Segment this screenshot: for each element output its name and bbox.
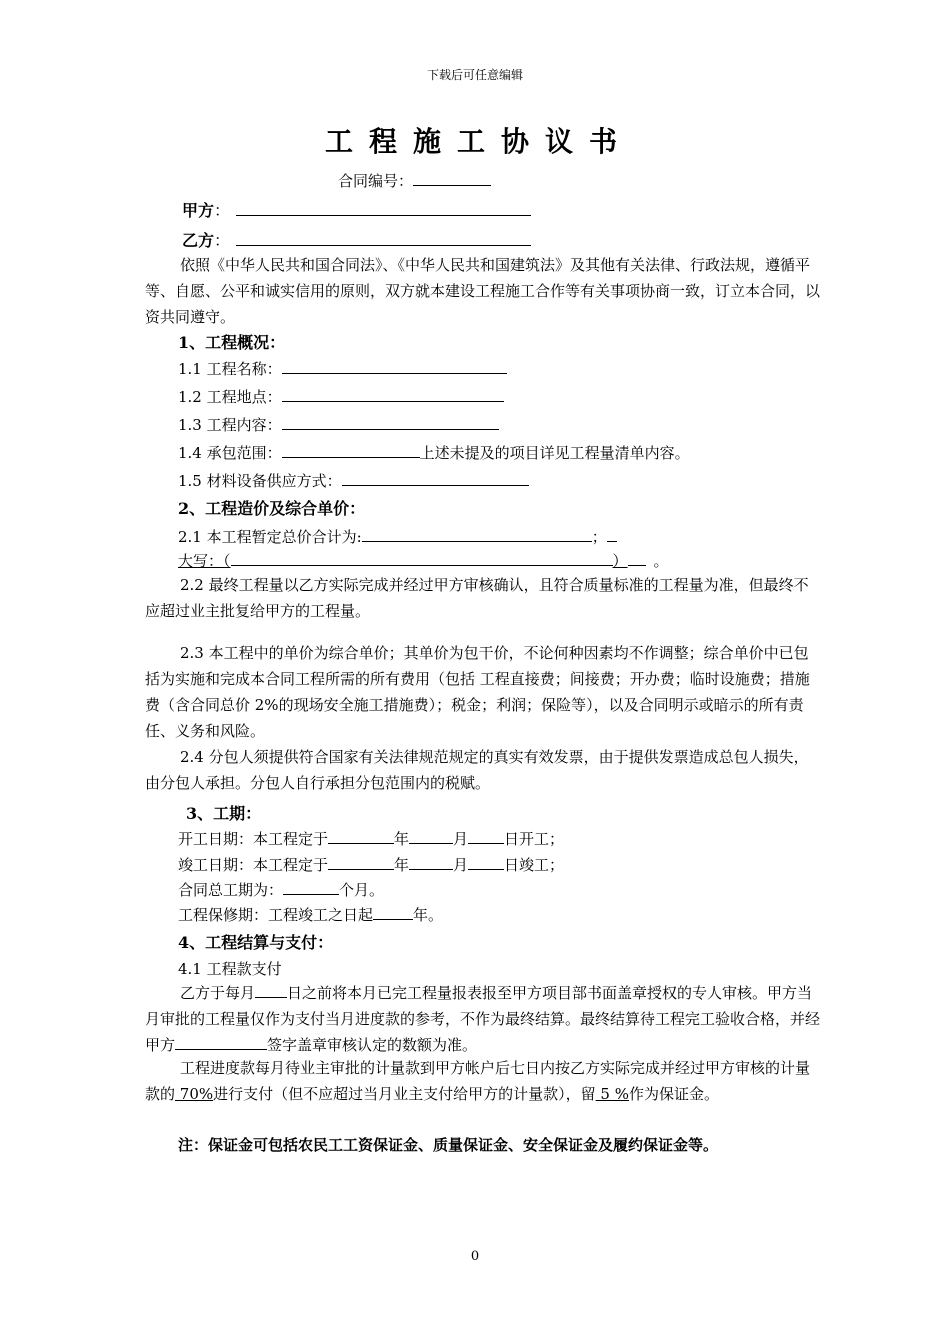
- p2-part-b: 进行支付（但不应超过当月业主支付给甲方的计量款），留: [213, 1085, 596, 1103]
- item-1-4-label: 1.4 承包范围：: [178, 444, 282, 462]
- payment-percent: 70%: [175, 1085, 214, 1103]
- party-b-label: 乙方: [182, 231, 215, 250]
- item-1-3: [178, 414, 499, 435]
- item-1-5-label: 1.5 材料设备供应方式：: [178, 472, 342, 490]
- item-2-1: [178, 526, 617, 547]
- page-number: 0: [470, 1249, 480, 1264]
- end-year-blank[interactable]: [328, 854, 394, 870]
- item-2-2: 2.2 最终工程量以乙方实际完成并经过甲方审核确认，且符合质量标准的工程量为准，但最终不应超过业主批复给甲方的工程量。: [145, 576, 809, 620]
- payment-paragraph-2: [145, 1055, 820, 1107]
- daxie-close: ）: [612, 552, 628, 570]
- warranty-period: [178, 904, 443, 925]
- daxie-period: 。: [653, 552, 669, 570]
- payment-paragraph-1: [145, 980, 820, 1058]
- contract-number-blank[interactable]: [413, 170, 491, 186]
- end-date-suffix: 日竣工；: [504, 856, 565, 874]
- p2-part-c: 作为保证金。: [628, 1085, 719, 1103]
- section3-heading: 3、工期：: [186, 804, 262, 823]
- warranty-label: 工程保修期：工程竣工之日起: [178, 906, 374, 924]
- item-1-1: [178, 358, 507, 379]
- start-month-unit: 月: [453, 830, 469, 848]
- guarantee-note: 注：保证金可包括农民工工资保证金、质量保证金、安全保证金及履约保证金等。: [178, 1136, 719, 1154]
- retention-percent: 5 %: [595, 1085, 629, 1103]
- item-2-4: 2.4 分包人须提供符合国家有关法律规范规定的真实有效发票，由于提供发票造成总包人损失，由分包人承担。分包人自行承担分包范围内的税赋。: [145, 748, 809, 792]
- p1-part-c: 签字盖章审核认定的数额为准。: [267, 1036, 478, 1054]
- warranty-blank[interactable]: [373, 904, 413, 920]
- total-duration-suffix: 个月。: [339, 881, 385, 899]
- item-1-3-label: 1.3 工程内容：: [178, 416, 282, 434]
- item-1-4-suffix: 上述未提及的项目详见工程量清单内容。: [419, 444, 690, 462]
- party-a: 甲方：: [182, 198, 531, 221]
- party-a-blank[interactable]: [236, 200, 531, 216]
- item-1-4: [178, 442, 690, 463]
- item-1-1-label: 1.1 工程名称：: [178, 360, 282, 378]
- total-price-blank[interactable]: [362, 526, 592, 542]
- item-2-1-label: 2.1 本工程暂定总价合计为:: [178, 528, 362, 546]
- project-name-blank[interactable]: [282, 358, 507, 374]
- item-1-2-label: 1.2 工程地点：: [178, 388, 282, 406]
- start-date: [178, 828, 564, 849]
- item-2-3: 2.3 本工程中的单价为综合单价；其单价为包干价，不论何种因素均不作调整；综合单价中已包括为实施和完成本合同工程所需的所有费用（包括 工程直接费；间接费；开办费；临时设施费；措施费（含合同总价 2%的现场安全施工措施费）；税金；利润；保险等），以及合同明示或暗示的所有责任、义务和风险。: [145, 644, 810, 740]
- start-year-blank[interactable]: [328, 828, 394, 844]
- scope-blank[interactable]: [282, 442, 420, 458]
- item-1-2: [178, 386, 504, 407]
- warranty-suffix: 年。: [413, 906, 444, 924]
- daxie-blank[interactable]: [231, 550, 613, 566]
- start-date-suffix: 日开工；: [504, 830, 565, 848]
- end-month-unit: 月: [453, 856, 469, 874]
- intro-paragraph: 依照《中华人民共和国合同法》、《中华人民共和国建筑法》及其他有关法律、行政法规，遵循平等、自愿、公平和诚实信用的原则，双方就本建设工程施工合作等有关事项协商一致，订立本合同，以资共同遵守。: [145, 256, 821, 326]
- contract-number-label: 合同编号：: [338, 172, 414, 190]
- end-date: [178, 854, 564, 875]
- p1-part-a: 乙方于每月: [180, 984, 256, 1002]
- start-date-label: 开工日期：本工程定于: [178, 830, 329, 848]
- p2-part-a: 工程进度款每月待业主审批的计量款到甲方帐户后七日内按乙方实际完成并经过甲方审核的计量款的: [145, 1059, 811, 1103]
- signer-blank[interactable]: [175, 1034, 267, 1050]
- header-note: 下载后可任意编辑: [426, 68, 523, 82]
- start-month-blank[interactable]: [409, 828, 453, 844]
- party-a-label: 甲方: [182, 201, 215, 220]
- end-year-unit: 年: [394, 856, 410, 874]
- payment-day-blank[interactable]: [255, 982, 287, 998]
- total-duration-label: 合同总工期为：: [178, 881, 284, 899]
- end-day-blank[interactable]: [468, 854, 504, 870]
- total-duration: [178, 879, 384, 900]
- item-2-1-end: ；: [591, 528, 607, 546]
- total-duration-blank[interactable]: [283, 879, 339, 895]
- end-date-label: 竣工日期：本工程定于: [178, 856, 329, 874]
- daxie-label: 大写：（: [178, 552, 231, 570]
- item-2-1-daxie: [178, 550, 669, 571]
- start-year-unit: 年: [394, 830, 410, 848]
- contract-number: [338, 170, 491, 191]
- section4-heading: 4、工程结算与支付：: [178, 933, 334, 952]
- materials-blank[interactable]: [342, 470, 529, 486]
- document-title: 工程施工协议书: [324, 125, 633, 158]
- party-b-blank[interactable]: [236, 230, 531, 246]
- party-b: 乙方：: [182, 228, 531, 251]
- project-content-blank[interactable]: [282, 414, 499, 430]
- end-month-blank[interactable]: [409, 854, 453, 870]
- item-1-5: [178, 470, 529, 491]
- section2-heading: 2、工程造价及综合单价：: [178, 499, 366, 518]
- p1-part-b: 日之前将本月已完工程量报表报至甲方项目部书面盖章授权的专人审核。甲方当月审批的工程量仅作为支付当月进度款的参考，不作为最终结算。最终结算待工程完工验收合格，并经甲方: [145, 984, 821, 1054]
- start-day-blank[interactable]: [468, 828, 504, 844]
- section1-heading: 1、工程概况：: [178, 333, 286, 352]
- project-location-blank[interactable]: [282, 386, 504, 402]
- item-4-1-heading: 4.1 工程款支付: [178, 960, 282, 978]
